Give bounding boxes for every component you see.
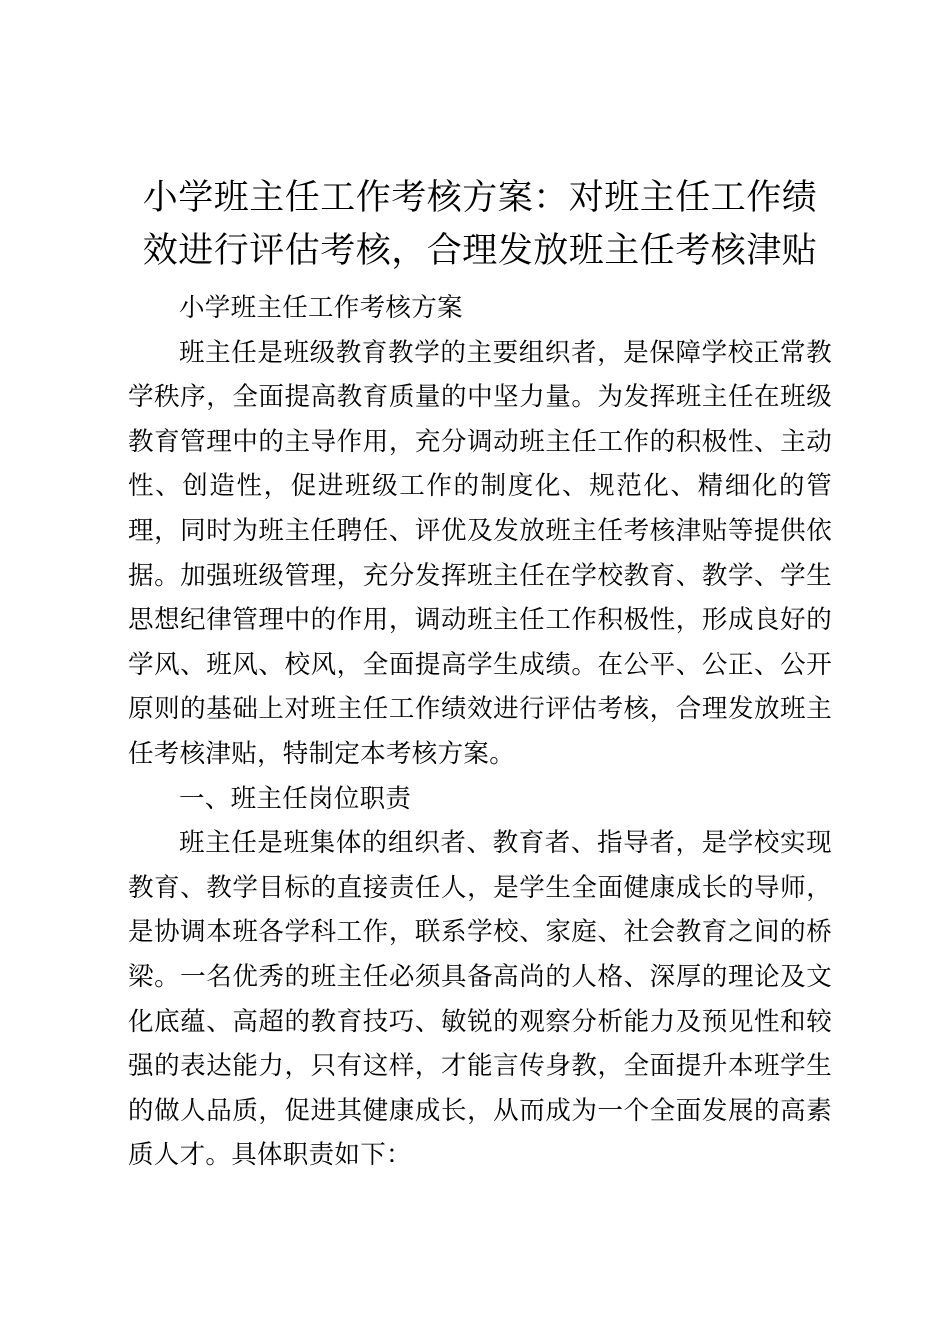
paragraph-duties: 班主任是班集体的组织者、教育者、指导者，是学校实现教育、教学目标的直接责任人，是学生全面健康成长的导师，是协调本班各学科工作，联系学校、家庭、社会教育之间的桥梁。一名优秀的班主任必须具备高尚的人格、深厚的理论及文化底蕴、高超的教育技巧、敏锐的观察分析能力及预见性和较强的表达能力，只有这样，才能言传身教，全面提升本班学生的做人品质，促进其健康成长，从而成为一个全面发展的高素质人才。具体职责如下： xyxy=(128,828,832,1171)
paragraph-subtitle: 小学班主任工作考核方案 xyxy=(179,293,463,323)
paragraph-intro: 班主任是班级教育教学的主要组织者，是保障学校正常教学秩序，全面提高教育质量的中坚力量。为发挥班主任在班级教育管理中的主导作用，充分调动班主任工作的积极性、主动性、创造性，促进班级工作的制度化、规范化、精细化的管理，同时为班主任聘任、评优及发放班主任考核津贴等提供依据。加强班级管理，充分发挥班主任在学校教育、教学、学生思想纪律管理中的作用，调动班主任工作积极性，形成良好的学风、班风、校风，全面提高学生成绩。在公平、公正、公开原则的基础上对班主任工作绩效进行评估考核，合理发放班主任考核津贴，特制定本考核方案。 xyxy=(128,337,832,769)
document-title: 小学班主任工作考核方案：对班主任工作绩效进行评估考核，合理发放班主任考核津贴 xyxy=(142,178,818,271)
section-heading-duties: 一、班主任岗位职责 xyxy=(179,783,412,814)
